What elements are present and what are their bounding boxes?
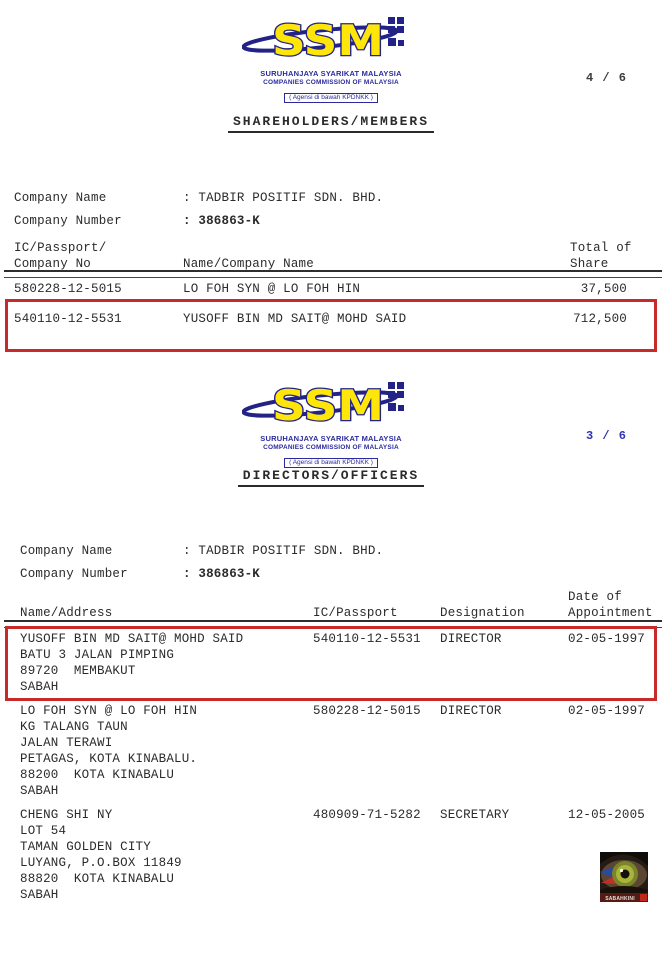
ic-cell: 580228-12-5015 bbox=[14, 282, 122, 296]
ic-cell: 540110-12-5531 bbox=[14, 312, 122, 326]
section-heading bbox=[0, 466, 662, 487]
company-number-value: : 386863-K bbox=[183, 214, 261, 228]
column-header-name: Name/Company Name bbox=[183, 257, 314, 271]
share-cell: 712,500 bbox=[573, 312, 627, 326]
address-line: LOT 54 bbox=[20, 824, 67, 838]
ssm-logo-graphic bbox=[242, 12, 420, 64]
name-cell: LO FOH SYN @ LO FOH HIN bbox=[183, 282, 361, 296]
designation-cell: DIRECTOR bbox=[440, 632, 502, 646]
director-name: YUSOFF BIN MD SAIT@ MOHD SAID bbox=[20, 632, 244, 646]
address-line: KG TALANG TAUN bbox=[20, 720, 128, 734]
address-line: JALAN TERAWI bbox=[20, 736, 113, 750]
column-header-ic-line1: IC/Passport/ bbox=[14, 241, 107, 255]
company-name-value: : TADBIR POSITIF SDN. BHD. bbox=[183, 191, 384, 205]
company-name-label: Company Name bbox=[20, 544, 113, 558]
director-name: CHENG SHI NY bbox=[20, 808, 113, 822]
logo-org-name-my: SURUHANJAYA SYARIKAT MALAYSIA bbox=[260, 434, 402, 443]
eye-icon bbox=[600, 852, 648, 902]
address-line: 89720 MEMBAKUT bbox=[20, 664, 136, 678]
appointment-date-cell: 02-05-1997 bbox=[568, 704, 646, 718]
address-line: BATU 3 JALAN PIMPING bbox=[20, 648, 175, 662]
designation-cell: SECRETARY bbox=[440, 808, 510, 822]
company-number-value: : 386863-K bbox=[183, 567, 261, 581]
ssm-wordmark: SSM bbox=[272, 381, 384, 429]
ssm-logo-graphic bbox=[242, 377, 420, 429]
ssm-wordmark: SSM bbox=[272, 16, 384, 64]
address-line: SABAH bbox=[20, 784, 59, 798]
ic-cell: 580228-12-5015 bbox=[313, 704, 421, 718]
ic-cell: 480909-71-5282 bbox=[313, 808, 421, 822]
table-header-rule bbox=[4, 270, 662, 278]
name-address-cell bbox=[20, 631, 243, 695]
section-heading bbox=[0, 112, 662, 133]
column-header-name-address: Name/Address bbox=[20, 606, 113, 620]
column-header-share-line1: Total of bbox=[570, 241, 632, 255]
designation-cell: DIRECTOR bbox=[440, 704, 502, 718]
name-cell: YUSOFF BIN MD SAIT@ MOHD SAID bbox=[183, 312, 407, 326]
appointment-date-cell: 12-05-2005 bbox=[568, 808, 646, 822]
column-header-date-line1: Date of bbox=[568, 590, 622, 604]
logo-agency-tag: ( Agensi di bawah KPDNKK ) bbox=[284, 458, 378, 468]
logo-org-name-my: SURUHANJAYA SYARIKAT MALAYSIA bbox=[260, 69, 402, 78]
sabahkini-watermark bbox=[600, 852, 648, 902]
ssm-logo bbox=[242, 12, 420, 104]
appointment-date-cell: 02-05-1997 bbox=[568, 632, 646, 646]
logo-org-name-en: COMPANIES COMMISSION OF MALAYSIA bbox=[263, 444, 399, 451]
address-line: SABAH bbox=[20, 680, 59, 694]
name-address-cell bbox=[20, 807, 182, 903]
company-number-label: Company Number bbox=[20, 567, 128, 581]
column-header-designation: Designation bbox=[440, 606, 525, 620]
ssm-logo bbox=[242, 377, 420, 469]
ic-cell: 540110-12-5531 bbox=[313, 632, 421, 646]
logo-org-name-en: COMPANIES COMMISSION OF MALAYSIA bbox=[263, 79, 399, 86]
address-line: PETAGAS, KOTA KINABALU. bbox=[20, 752, 198, 766]
company-number-label: Company Number bbox=[14, 214, 122, 228]
address-line: 88200 KOTA KINABALU bbox=[20, 768, 175, 782]
column-header-date-line2: Appointment bbox=[568, 606, 653, 620]
address-line: SABAH bbox=[20, 888, 59, 902]
address-line: 88820 KOTA KINABALU bbox=[20, 872, 175, 886]
company-name-value: : TADBIR POSITIF SDN. BHD. bbox=[183, 544, 384, 558]
address-line: LUYANG, P.O.BOX 11849 bbox=[20, 856, 182, 870]
watermark-label: SABAHKINI bbox=[605, 896, 635, 902]
column-header-ic: IC/Passport bbox=[313, 606, 398, 620]
page-indicator: 3 / 6 bbox=[586, 429, 628, 443]
column-header-share-line2: Share bbox=[570, 257, 609, 271]
directors-heading-text: DIRECTORS/OFFICERS bbox=[238, 468, 424, 487]
director-name: LO FOH SYN @ LO FOH HIN bbox=[20, 704, 198, 718]
logo-agency-tag: ( Agensi di bawah KPDNKK ) bbox=[284, 93, 378, 103]
address-line: TAMAN GOLDEN CITY bbox=[20, 840, 151, 854]
company-name-label: Company Name bbox=[14, 191, 107, 205]
column-header-ic-line2: Company No bbox=[14, 257, 92, 271]
name-address-cell bbox=[20, 703, 197, 799]
page-indicator: 4 / 6 bbox=[586, 71, 628, 85]
share-cell: 37,500 bbox=[580, 282, 627, 296]
shareholders-heading-text: SHAREHOLDERS/MEMBERS bbox=[228, 114, 434, 133]
